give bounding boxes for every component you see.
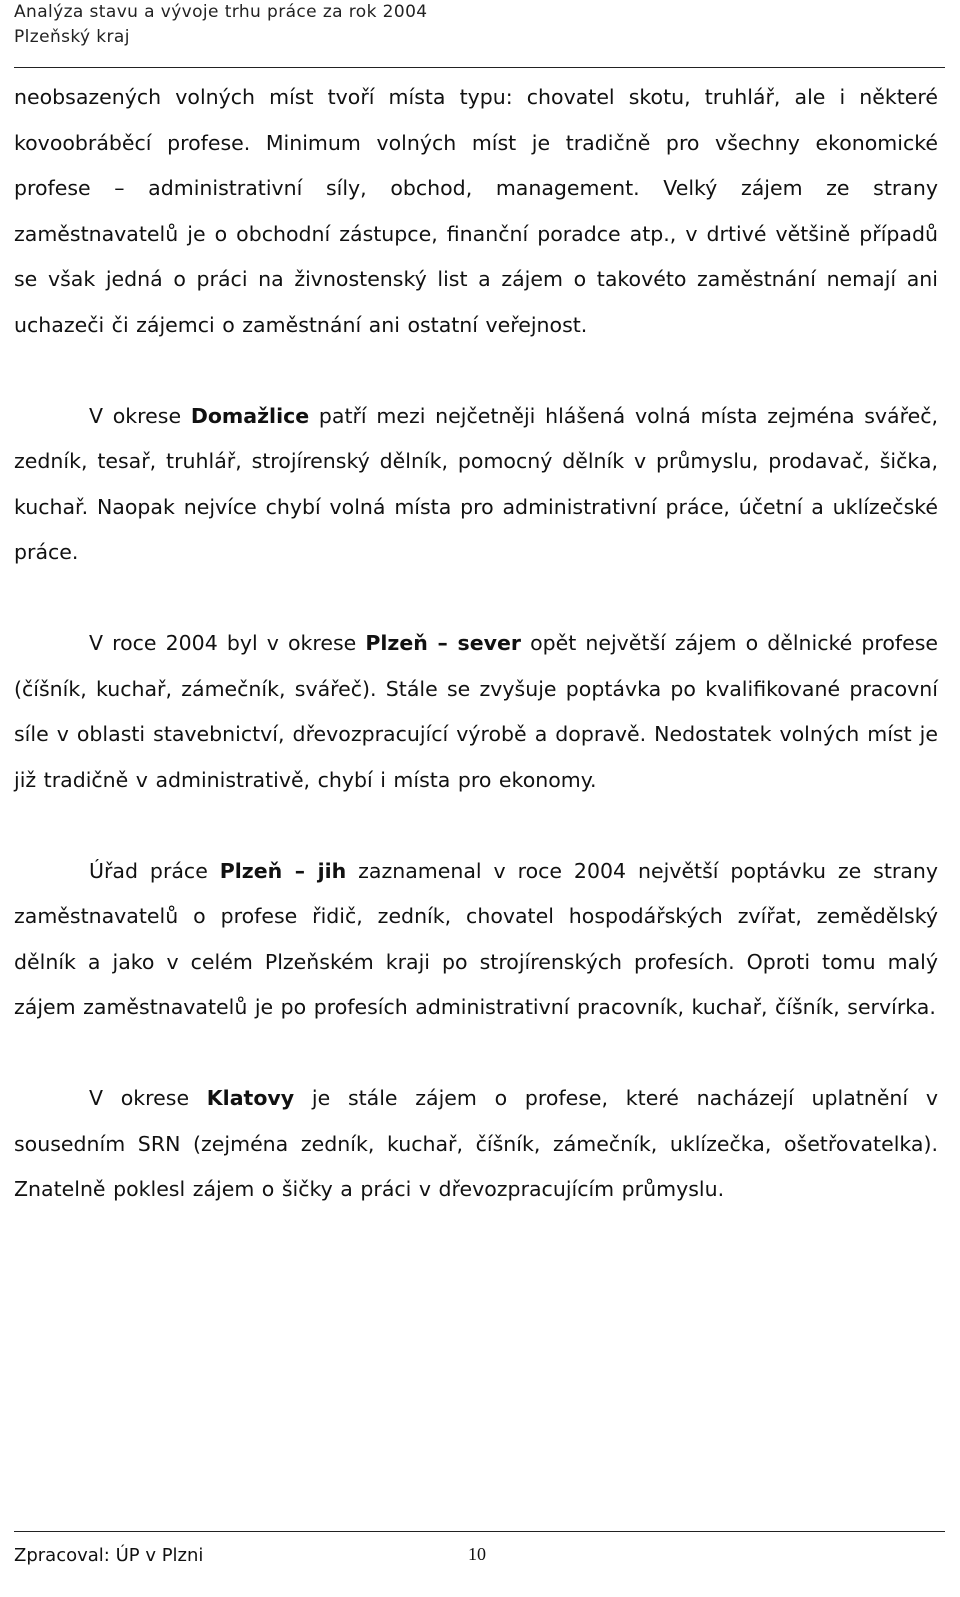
- district-name: Domažlice: [190, 403, 310, 428]
- district-name: Plzeň – sever: [365, 631, 521, 655]
- header-divider: [14, 67, 945, 68]
- paragraph-plzen-jih: [14, 849, 938, 1031]
- text-run: V roce 2004 byl v okrese: [89, 631, 366, 655]
- district-name: Plzeň – jih: [219, 858, 347, 883]
- footer-prepared-by: Zpracoval: ÚP v Plzni: [14, 1545, 204, 1566]
- text-run: je stále zájem o profese, které nacházejí uplatnění v sousedním SRN (zejména zedník, kuchař, číšník, zámečník, uklízečka, ošetřovatelka). Znatelně poklesl zájem o šičky a práci v dřevozpracujícím průmyslu.: [14, 1086, 938, 1201]
- document-body: [14, 75, 938, 1213]
- text-run: patří mezi nejčetněji hlášená volná místa zejména svářeč, zedník, tesař, truhlář, strojírenský dělník, pomocný dělník v průmyslu, prodavač, šička, kuchař. Naopak nejvíce chybí volná místa pro administrativní práce, účetní a uklízečské práce.: [14, 403, 938, 564]
- paragraph-gap: [14, 1031, 938, 1077]
- header-region: Plzeňský kraj: [14, 27, 130, 47]
- page-header: [14, 0, 949, 50]
- footer-divider: [14, 1531, 945, 1532]
- paragraph-domazlice: [14, 394, 938, 576]
- paragraph-gap: [14, 348, 938, 394]
- header-title: Analýza stavu a vývoje trhu práce za rok 2004: [14, 2, 428, 22]
- text-run: opět největší zájem o dělnické profese (číšník, kuchař, zámečník, svářeč). Stále se zvyšuje poptávka po kvalifikované pracovní síle v oblasti stavebnictví, dřevozpracující výrobě a dopravě. Nedostatek volných míst je již tradičně v administrativě, chybí i místa pro ekonomy.: [14, 631, 938, 792]
- paragraph-1: neobsazených volných míst tvoří místa typu: chovatel skotu, truhlář, ale i některé kovoobráběcí profese. Minimum volných míst je tradičně pro všechny ekonomické profese – administrativní síly, obchod, management. Velký zájem ze strany zaměstnavatelů je o obchodní zástupce, finanční poradce atp., v drtivé většině případů se však jedná o práci na živnostenský list a zájem o takovéto zaměstnání nemají ani uchazeči či zájemci o zaměstnání ani ostatní veřejnost.: [14, 85, 938, 337]
- text-run: Úřad práce: [89, 858, 220, 883]
- page-number: 10: [468, 1544, 486, 1564]
- paragraph-gap: [14, 576, 938, 622]
- district-name: Klatovy: [206, 1086, 295, 1110]
- paragraph-gap: [14, 803, 938, 849]
- paragraph-plzen-sever: [14, 621, 938, 803]
- text-run: zaznamenal v roce 2004 největší poptávku ze strany zaměstnavatelů o profese řidič, zedník, chovatel hospodářských zvířat, zemědělský dělník a jako v celém Plzeňském kraji po strojírenských profesích. Oproti tomu malý zájem zaměstnavatelů je po profesích administrativní pracovník, kuchař, číšník, servírka.: [14, 858, 938, 1019]
- paragraph-klatovy: [14, 1076, 938, 1213]
- text-run: V okrese: [89, 403, 191, 428]
- text-run: V okrese: [89, 1086, 207, 1110]
